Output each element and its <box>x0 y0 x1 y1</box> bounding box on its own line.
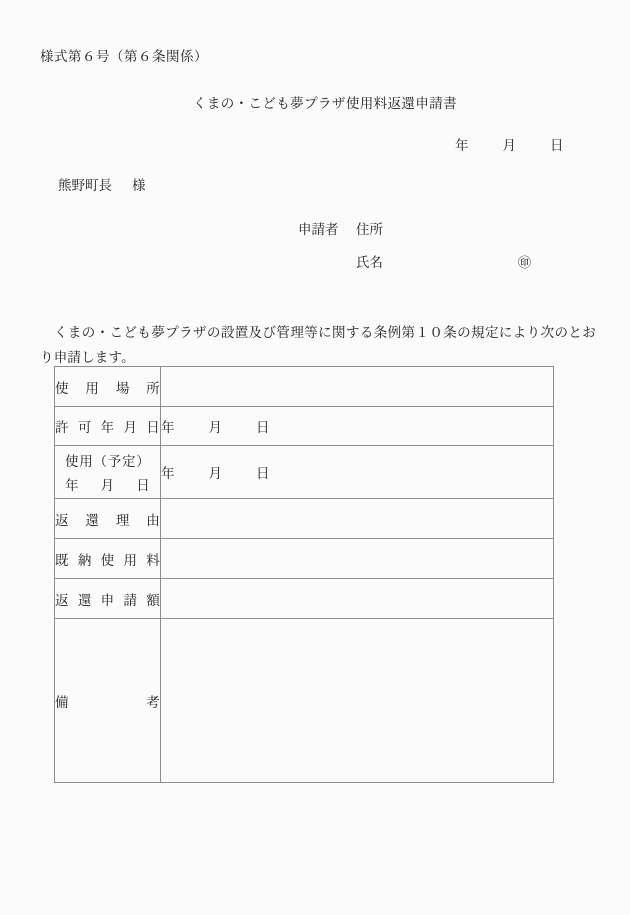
label-char: 年 <box>100 420 115 435</box>
label-char: 用 <box>123 552 138 568</box>
table-row <box>55 407 554 446</box>
table-row <box>55 619 554 783</box>
label-char: 返 <box>55 512 69 528</box>
row-label-refund-amount <box>55 579 161 619</box>
label-char: 申 <box>100 592 115 608</box>
label-char: 理 <box>115 512 130 528</box>
label-chars <box>55 509 160 529</box>
row-label-use-location <box>55 367 161 407</box>
label-char: 予 <box>107 454 122 469</box>
row-label-use-date <box>55 446 161 499</box>
page-title: くまの・こども夢プラザ使用料返還申請書 <box>192 96 458 111</box>
label-char: 請 <box>123 592 138 608</box>
label-char: 日 <box>136 478 150 493</box>
date-year-label: 年 <box>455 138 469 153</box>
label-char: 備 <box>55 694 69 710</box>
label-char: 場 <box>115 380 130 396</box>
addressee-name: 熊野町長 <box>58 178 112 193</box>
row-label-remarks <box>55 619 161 783</box>
row-value-use-location[interactable] <box>161 367 554 407</box>
seal-icon: ㊞ <box>518 255 532 270</box>
table-row <box>55 579 554 619</box>
row-value-refund-reason[interactable] <box>161 499 554 539</box>
label-char: 月 <box>100 478 115 493</box>
permit-year-label: 年 <box>161 420 175 435</box>
applicant-address-label: 住所 <box>356 222 383 237</box>
label-char: （ <box>93 454 108 469</box>
row-value-paid-fee[interactable] <box>161 539 554 579</box>
label-char: 返 <box>55 592 69 608</box>
label-char: 年 <box>65 478 79 493</box>
use-month-label: 月 <box>208 466 222 481</box>
label-char: 用 <box>85 380 100 396</box>
label-chars <box>55 416 160 436</box>
label-char: 使 <box>65 454 79 469</box>
applicant-block <box>298 218 531 271</box>
row-label-paid-fee <box>55 539 161 579</box>
row-value-refund-amount[interactable] <box>161 579 554 619</box>
applicant-label: 申請者 <box>298 222 339 237</box>
date-month-label: 月 <box>502 138 516 153</box>
addressee-honorific: 様 <box>132 178 146 193</box>
table-row <box>55 446 554 499</box>
label-chars-line1 <box>65 450 150 470</box>
label-char: 還 <box>85 512 100 528</box>
label-char: 還 <box>77 592 92 608</box>
body-paragraph: くまの・こども夢プラザの設置及び管理等に関する条例第１０条の規定により次のとおり申請します。 <box>40 325 596 365</box>
label-char: 由 <box>146 512 160 528</box>
label-char: 用 <box>79 454 93 469</box>
application-table <box>54 366 554 783</box>
permit-month-label: 月 <box>208 420 222 435</box>
label-char: 額 <box>146 592 160 608</box>
label-char: 料 <box>146 552 160 568</box>
date-day-label: 日 <box>550 138 564 153</box>
label-char: 可 <box>77 420 92 435</box>
label-char: 既 <box>55 552 69 568</box>
applicant-name-label: 氏名 <box>356 255 383 270</box>
label-char: 月 <box>123 420 138 435</box>
label-char: 所 <box>146 380 160 396</box>
permit-day-label: 日 <box>256 420 270 435</box>
label-chars-line2 <box>65 474 150 494</box>
use-year-label: 年 <box>161 466 175 481</box>
label-char: 日 <box>146 420 160 435</box>
row-label-permit-date <box>55 407 161 446</box>
label-chars <box>55 691 160 711</box>
label-char: 考 <box>146 694 160 710</box>
row-value-permit-date[interactable] <box>161 407 554 446</box>
label-char: 使 <box>55 380 69 396</box>
issue-date-line <box>455 134 564 154</box>
row-label-refund-reason <box>55 499 161 539</box>
row-value-remarks[interactable] <box>161 619 554 783</box>
form-number: 様式第６号（第６条関係） <box>40 49 208 64</box>
label-char: 納 <box>77 552 92 568</box>
applicant-name-row <box>298 251 531 271</box>
applicant-address-row <box>298 218 531 238</box>
use-day-label: 日 <box>256 466 270 481</box>
label-char: 許 <box>55 420 69 435</box>
label-char: ） <box>136 454 150 469</box>
row-value-use-date[interactable] <box>161 446 554 499</box>
table-row <box>55 367 554 407</box>
table-row <box>55 539 554 579</box>
label-chars <box>55 549 160 569</box>
label-char: 使 <box>100 552 115 568</box>
table-row <box>55 499 554 539</box>
label-chars <box>55 589 160 609</box>
label-char: 定 <box>122 454 136 469</box>
label-chars <box>55 377 160 397</box>
addressee <box>58 174 146 194</box>
